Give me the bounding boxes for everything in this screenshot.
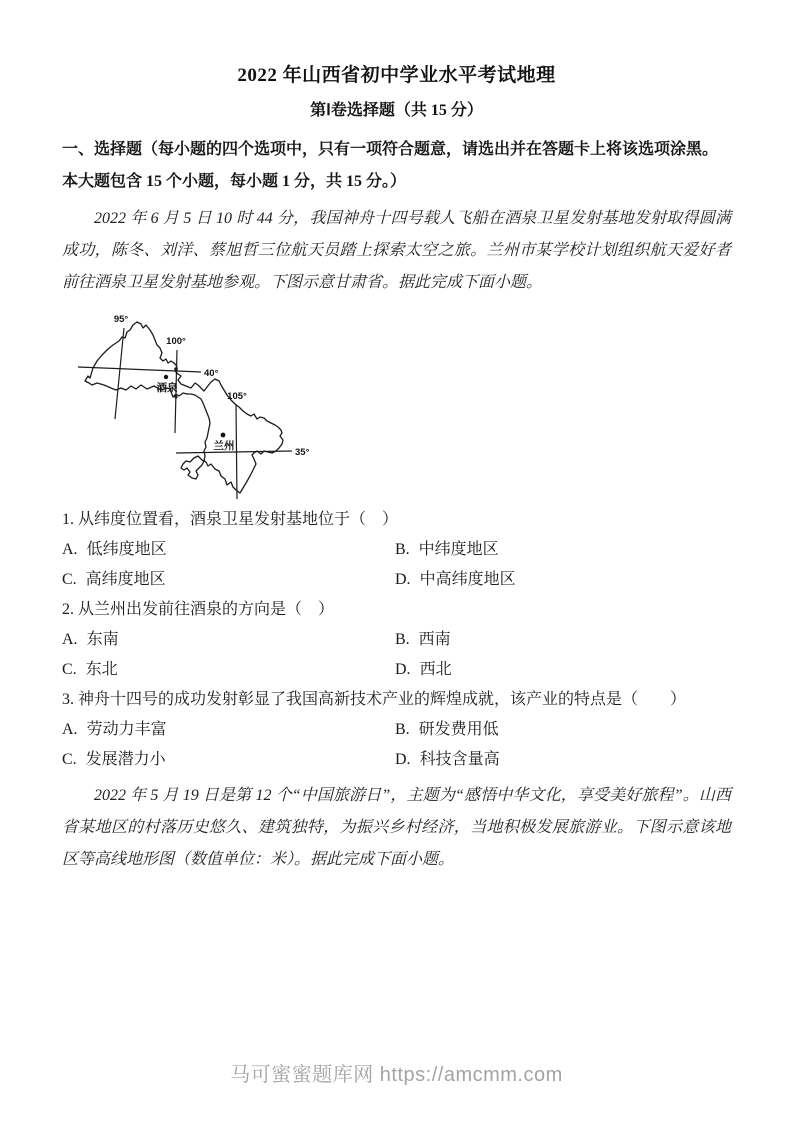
option-label: A. (62, 721, 78, 738)
option-label: A. (62, 541, 78, 558)
gansu-map-figure (64, 301, 314, 501)
passage-2: 2022 年 5 月 19 日是第 12 个“中国旅游日”，主题为“感悟中华文化，享受美好旅程”。山西省某地区的村落历史悠久、建筑独特，为振兴乡村经济，当地积极发展旅游业。下图示意该地区等高线地形图（数值单位：米）。据此完成下面小题。 (62, 787, 731, 868)
option-label: B. (395, 631, 410, 648)
option-text: 高纬度地区 (85, 571, 166, 588)
question-2-options-row-1 (62, 625, 731, 655)
option-label: D. (395, 751, 411, 768)
page-title: 2022 年山西省初中学业水平考试地理 (237, 65, 556, 86)
gansu-outline (85, 322, 283, 493)
meridian-105-label: 105° (227, 391, 247, 402)
question-1 (62, 505, 731, 595)
question-1-option-a (62, 535, 395, 565)
option-text: 低纬度地区 (86, 541, 167, 558)
section-instructions (62, 134, 731, 198)
question-1-option-d (395, 565, 731, 595)
question-3-stem: 3. 神舟十四号的成功发射彰显了我国高新技术产业的辉煌成就，该产业的特点是（ ） (62, 691, 687, 708)
instructions-line-1: 一、选择题（每小题的四个选项中，只有一项符合题意，请选出并在答题卡上将该选项涂黑。 (62, 141, 719, 158)
question-3-option-b (395, 715, 731, 745)
option-text: 研发费用低 (418, 721, 499, 738)
part-one-heading: 第Ⅰ卷选择题（共 15 分） (310, 102, 483, 119)
question-2-option-c (62, 655, 395, 685)
parallel-40-label: 40° (204, 368, 219, 379)
option-label: D. (395, 571, 411, 588)
question-1-stem: 1. 从纬度位置看，酒泉卫星发射基地位于（ ） (62, 511, 399, 528)
boundary-crossing-dot (174, 395, 177, 398)
instructions-line-2: 本大题包含 15 个小题，每小题 1 分，共 15 分。） (62, 173, 407, 190)
graticule-intersection-dot (174, 367, 178, 371)
question-3-option-a (62, 715, 395, 745)
option-label: D. (395, 661, 411, 678)
option-label: C. (62, 661, 77, 678)
jiuquan-city-label: 酒泉 (156, 382, 178, 394)
meridian-100-label: 100° (166, 336, 186, 347)
option-text: 中纬度地区 (418, 541, 499, 558)
question-2 (62, 595, 731, 685)
option-label: A. (62, 631, 78, 648)
question-2-option-b (395, 625, 731, 655)
option-label: C. (62, 751, 77, 768)
option-label: B. (395, 541, 410, 558)
question-3-option-d (395, 745, 731, 775)
question-1-options-row-2 (62, 565, 731, 595)
question-2-stem: 2. 从兰州出发前往酒泉的方向是（ ） (62, 601, 335, 618)
question-1-options-row-1 (62, 535, 731, 565)
gansu-map-svg (64, 301, 314, 501)
question-3-options-row-1 (62, 715, 731, 745)
option-text: 东北 (85, 661, 118, 678)
watermark-text: 马可蜜蜜题库网 https://amcmm.com (230, 1064, 563, 1086)
question-2-options-row-2 (62, 655, 731, 685)
question-2-option-a (62, 625, 395, 655)
option-text: 劳动力丰富 (86, 721, 167, 738)
jiuquan-city-dot (164, 375, 168, 379)
option-label: C. (62, 571, 77, 588)
lanzhou-city-dot (221, 433, 226, 438)
option-text: 西北 (419, 661, 452, 678)
meridian-95-line (115, 328, 124, 419)
question-3 (62, 685, 731, 775)
question-2-option-d (395, 655, 731, 685)
question-1-option-c (62, 565, 395, 595)
option-text: 发展潜力小 (85, 751, 166, 768)
option-text: 西南 (418, 631, 451, 648)
lanzhou-city-label: 兰州 (213, 440, 235, 452)
question-3-option-c (62, 745, 395, 775)
option-text: 东南 (86, 631, 119, 648)
option-text: 中高纬度地区 (419, 571, 516, 588)
question-3-options-row-2 (62, 745, 731, 775)
passage-1: 2022 年 6 月 5 日 10 时 44 分，我国神舟十四号载人飞船在酒泉卫星发射基地发射取得圆满成功，陈冬、刘洋、蔡旭哲三位航天员踏上探索太空之旅。兰州市某学校计划组织航天爱好者前往酒泉卫星发射基地参观。下图示意甘肃省。据此完成下面小题。 (62, 210, 731, 291)
option-text: 科技含量高 (419, 751, 500, 768)
parallel-40-line (78, 367, 201, 372)
question-1-option-b (395, 535, 731, 565)
option-label: B. (395, 721, 410, 738)
meridian-95-label: 95° (113, 314, 129, 325)
parallel-35-label: 35° (295, 447, 310, 458)
